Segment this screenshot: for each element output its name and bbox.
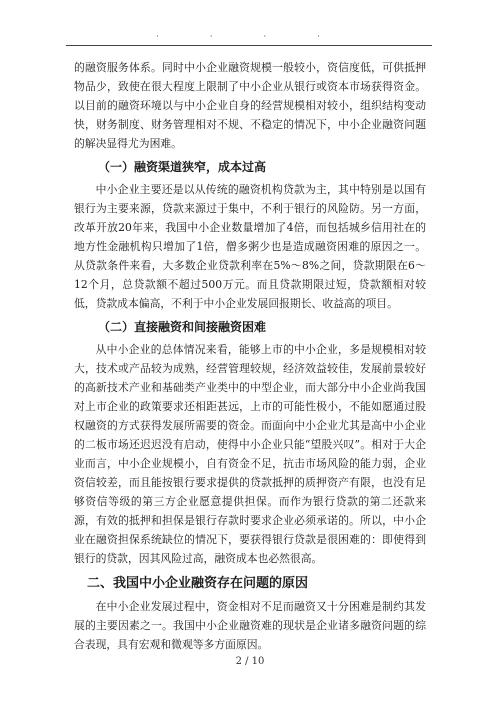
- section-heading-direct-indirect-financing: （二）直接融资和间接融资困难: [98, 320, 267, 334]
- chapter-heading-causes: 二、我国中小企业融资存在问题的原因: [87, 576, 309, 591]
- document-body: [74, 58, 426, 654]
- paragraph-listing-difficulty: 从中小企业的总体情况来看，能够上市的中小企业，多是规模相对较大，技术或产品较为成熟，经营管理较规，经济效益较佳，发展前景较好的高新技术产业和基础类产业类中的中型企业，而大部分中小企业尚我国对上市企业的政策要求还相距甚远，上市的可能性极小，不能如愿通过股权融资的方式获得发展所需要的资金。而面向中小企业尤其是高中小企业的二板市场还迟迟没有启动，使得中小企业只能“望股兴叹”。相对于大企业而言，中小企业规模小，自有资金不足，抗击市场风险的能力弱，企业资信较差，而且能按银行要求提供的贷款抵押的质押资产有限，也没有足够资信等级的第三方企业愿意提供担保。而作为银行贷款的第二还款来源，有效的抵押和担保是银行存款时要求企业必须承诺的。所以，中小企业在融资担保系统缺位的情况下，要获得银行贷款是很困难的：即使得到银行的贷款，因其风险过高，融资成本也必然很高。: [74, 343, 426, 565]
- paragraph-continuation: 的融资服务体系。同时中小企业融资规模一般较小，资信度低，可供抵押物品少，致使在很大程度上限制了中小企业从银行或资本市场获得资金。以目前的融资环境以与中小企业自身的经营规模相对较小，组织结构变动快，财务制度、财务管理相对不规、不稳定的情况下，中小企业融资问题的解决显得尤为困难。: [74, 61, 426, 150]
- paragraph-causes-intro: 在中小企业发展过程中，资金相对不足而融资又十分困难是制约其发展的主要因素之一。我国中小企业融资难的现状是企业诸多融资问题的综合表现，具有宏观和微观等多方面原因。: [74, 600, 426, 651]
- header-dots: · · · ·: [155, 32, 345, 42]
- page-number: 2 / 10: [235, 656, 265, 667]
- paragraph-loan-sources: 中小企业主要还是以从传统的融资机构贷款为主，其中特别是以国有银行为主要来源，贷款来源过于集中，不利于银行的风险防。另一方面，改革开放20年来，我国中小企业数量增加了4倍，而包括城乡信用社在的地方性金融机构只增加了1倍，僧多粥少也是造成融资困难的原因之一。从贷款条件来看，大多数企业贷款利率在5%～8%之间，贷款期限在6～12个月，总贷款额不超过500万元。而且贷款期限过短，贷款额相对较低，贷款成本偏高，不利于中小企业发展回报期长、收益高的项目。: [74, 183, 426, 310]
- header-rule: [66, 45, 432, 46]
- section-heading-financing-channels: （一）融资渠道狭窄，成本过高: [98, 160, 267, 174]
